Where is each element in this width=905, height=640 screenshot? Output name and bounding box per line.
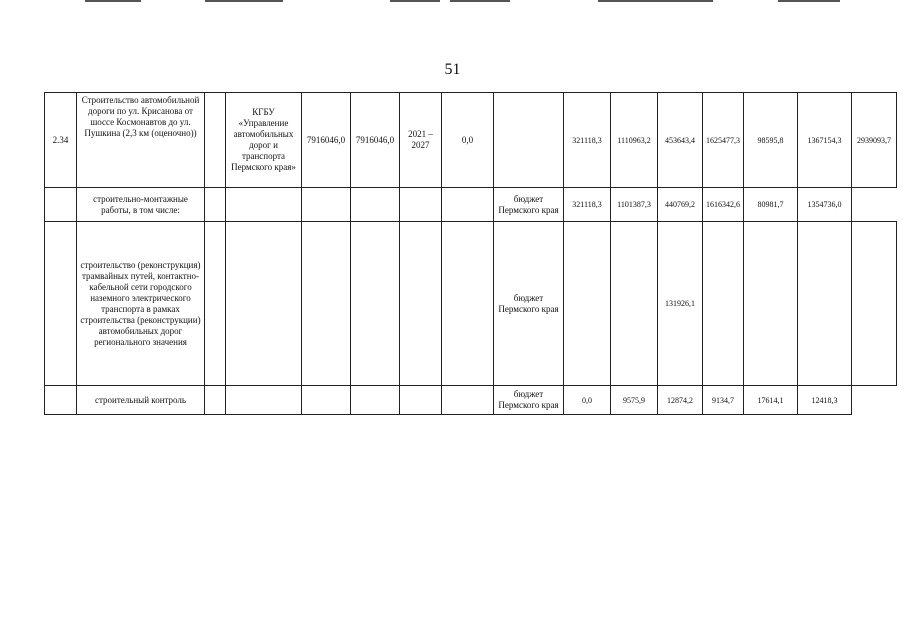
empty-cell: [45, 386, 77, 415]
year-value-5: 98595,8: [744, 93, 798, 188]
object-name: Строительство автомобильной дороги по ул. Крисанова от шоссе Космонавтов до ул. Пушкина (2,3 км (оценочно)): [77, 93, 205, 188]
funding-source: [494, 93, 564, 188]
empty-cell: [351, 386, 400, 415]
estimated-cost: 7916046,0: [351, 93, 400, 188]
year-value-6: 12418,3: [798, 386, 852, 415]
year-value-3: 12874,2: [658, 386, 703, 415]
empty-cell: [442, 222, 494, 386]
executor: КГБУ «Управление автомобильных дорог и транспорта Пермского края»: [226, 93, 302, 188]
table-row: [45, 93, 897, 188]
year-value-4: 1616342,6: [703, 188, 744, 222]
empty-cell: [852, 188, 897, 222]
year-value-2: 1110963,2: [611, 93, 658, 188]
year-value-2: [611, 222, 658, 386]
year-value-5: 17614,1: [744, 386, 798, 415]
year-value-2: 1101387,3: [611, 188, 658, 222]
empty-cell: [400, 222, 442, 386]
budget-table: [44, 92, 897, 415]
funding-source: бюджет Пермского края: [494, 386, 564, 415]
empty-cell: [442, 188, 494, 222]
table-row: [45, 386, 897, 415]
object-name: строительный контроль: [77, 386, 205, 415]
empty-cell: [442, 386, 494, 415]
empty-cell: [302, 188, 351, 222]
empty-cell: [226, 386, 302, 415]
empty-cell: [226, 188, 302, 222]
year-value-5: 80981,7: [744, 188, 798, 222]
value-zero: 0,0: [442, 93, 494, 188]
year-value-5: [744, 222, 798, 386]
object-name: строительство (реконструкция) трамвайных путей, контактно-кабельной сети городского наземного электрического транспорта в рамках строительства (реконструкции) автомобильных дорог регионального значения: [77, 222, 205, 386]
year-value-6: 1354736,0: [798, 188, 852, 222]
row-number: 2.34: [45, 93, 77, 188]
year-value-3: 131926,1: [658, 222, 703, 386]
empty-cell: [852, 222, 897, 386]
empty-cell: [400, 386, 442, 415]
empty-cell: [205, 386, 226, 415]
empty-cell: [852, 386, 897, 415]
funding-source: бюджет Пермского края: [494, 188, 564, 222]
year-value-2: 9575,9: [611, 386, 658, 415]
year-value-6: [798, 222, 852, 386]
year-value-4: 1625477,3: [703, 93, 744, 188]
funding-source: бюджет Пермского края: [494, 222, 564, 386]
empty-cell: [226, 222, 302, 386]
year-value-7: 2939093,7: [852, 93, 897, 188]
empty-cell: [302, 386, 351, 415]
table-row: [45, 188, 897, 222]
year-value-3: 453643,4: [658, 93, 703, 188]
table-row: [45, 222, 897, 386]
year-value-1: [564, 222, 611, 386]
page-number: 51: [444, 61, 461, 78]
empty-cell: [205, 93, 226, 188]
year-value-6: 1367154,3: [798, 93, 852, 188]
empty-cell: [351, 222, 400, 386]
empty-cell: [302, 222, 351, 386]
year-value-1: 321118,3: [564, 188, 611, 222]
object-name: строительно-монтажные работы, в том числе:: [77, 188, 205, 222]
empty-cell: [205, 222, 226, 386]
year-value-4: [703, 222, 744, 386]
scan-top-edge-marks: [0, 0, 905, 3]
year-value-4: 9134,7: [703, 386, 744, 415]
implementation-period: 2021 – 2027: [400, 93, 442, 188]
empty-cell: [351, 188, 400, 222]
empty-cell: [205, 188, 226, 222]
year-value-3: 440769,2: [658, 188, 703, 222]
empty-cell: [400, 188, 442, 222]
empty-cell: [45, 188, 77, 222]
year-value-1: 321118,3: [564, 93, 611, 188]
year-value-1: 0,0: [564, 386, 611, 415]
empty-cell: [45, 222, 77, 386]
total-cost: 7916046,0: [302, 93, 351, 188]
